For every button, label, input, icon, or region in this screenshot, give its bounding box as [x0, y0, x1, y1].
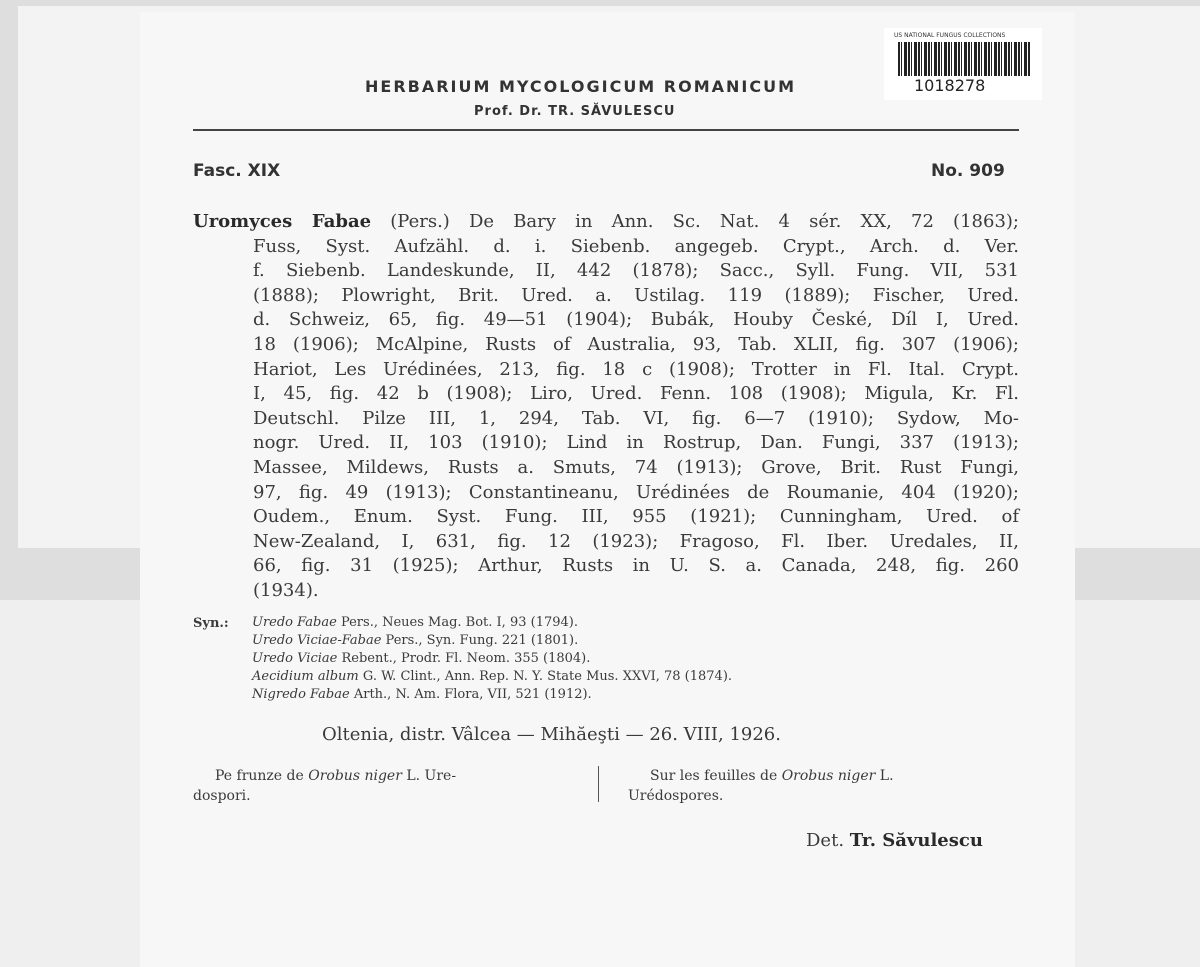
synonym-name: Nigredo Fabae: [252, 687, 350, 702]
synonym-citation: Rebent., Prodr. Fl. Neom. 355 (1804).: [341, 651, 591, 666]
herbarium-subtitle: Prof. Dr. TR. SĂVULESCU: [474, 104, 676, 119]
barcode-number: 1018278: [914, 76, 986, 95]
barcode-collection-text: US NATIONAL FUNGUS COLLECTIONS: [894, 32, 1006, 39]
synonym-citation: Pers., Neues Mag. Bot. I, 93 (1794).: [340, 615, 578, 630]
synonym-item: [252, 668, 732, 686]
synonyms-list: [252, 614, 732, 704]
entry-line: d. Schweiz, 65, fig. 49—51 (1904); Bubák, Houby České, Díl I, Ured.: [253, 309, 1019, 331]
entry-line: Hariot, Les Urédinées, 213, fig. 18 c (1908); Trotter in Fl. Ital. Crypt.: [253, 358, 1019, 380]
host-species: Orobus niger: [781, 768, 876, 784]
herbarium-title: HERBARIUM MYCOLOGICUM ROMANICUM: [365, 77, 797, 96]
collection-locality: Oltenia, distr. Vâlcea — Mihăeşti — 26. VIII, 1926.: [322, 724, 781, 745]
habitat-note-french: [628, 766, 1018, 806]
entry-line: New-Zealand, I, 631, fig. 12 (1923); Fragoso, Fl. Iber. Uredales, II,: [253, 530, 1019, 552]
habitat-note-line: Urédospores.: [628, 788, 724, 804]
habitat-note-line: [193, 766, 573, 786]
entry-line: 66, fig. 31 (1925); Arthur, Rusts in U. S. a. Canada, 248, fig. 260: [253, 555, 1019, 577]
taxon-entry: [193, 210, 1019, 604]
host-species: Orobus niger: [308, 768, 402, 784]
habitat-note-line: [628, 766, 1018, 786]
habitat-note-romanian: [193, 766, 573, 806]
synonym-citation: Pers., Syn. Fung. 221 (1801).: [385, 633, 579, 648]
entry-line: Deutschl. Pilze III, 1, 294, Tab. VI, fig. 6—7 (1910); Sydow, Mo-: [253, 407, 1019, 429]
note-divider: [598, 766, 599, 802]
barcode-bars: [898, 42, 1030, 76]
taxon-citation: (Pers.) De Bary in Ann. Sc. Nat. 4 sér. XX, 72 (1863);: [390, 211, 1019, 232]
note-text: L. Ure-: [406, 768, 457, 784]
synonym-name: Uredo Fabae: [252, 615, 337, 630]
determiner-name: Tr. Săvulescu: [849, 830, 983, 851]
synonym-name: Uredo Viciae-Fabae: [252, 633, 382, 648]
habitat-note-line: dospori.: [193, 788, 251, 804]
entry-line: f. Siebenb. Landeskunde, II, 442 (1878); Sacc., Syll. Fung. VII, 531: [253, 260, 1019, 282]
entry-line: (1934).: [253, 579, 319, 601]
synonyms-label: Syn.:: [193, 616, 229, 631]
synonym-citation: G. W. Clint., Ann. Rep. N. Y. State Mus. XXVI, 78 (1874).: [362, 669, 733, 684]
determiner-prefix: Det.: [806, 830, 845, 851]
entry-line: 18 (1906); McAlpine, Rusts of Australia, 93, Tab. XLII, fig. 307 (1906);: [253, 333, 1019, 355]
entry-line: Fuss, Syst. Aufzähl. d. i. Siebenb. angegeb. Crypt., Arch. d. Ver.: [253, 235, 1019, 257]
barcode-label: [884, 28, 1042, 100]
determiner: [806, 830, 983, 851]
synonym-citation: Arth., N. Am. Flora, VII, 521 (1912).: [353, 687, 592, 702]
synonym-item: [252, 632, 732, 650]
synonym-item: [252, 650, 732, 668]
synonym-name: Uredo Viciae: [252, 651, 338, 666]
synonym-item: [252, 686, 732, 704]
entry-line: 97, fig. 49 (1913); Constantineanu, Urédinées de Roumanie, 404 (1920);: [253, 481, 1019, 503]
entry-line: Oudem., Enum. Syst. Fung. III, 955 (1921); Cunningham, Ured. of: [253, 506, 1019, 528]
entry-line: nogr. Ured. II, 103 (1910); Lind in Rostrup, Dan. Fungi, 337 (1913);: [253, 432, 1019, 454]
specimen-number: No. 909: [931, 161, 1005, 181]
note-text: L.: [879, 768, 894, 784]
note-text: Sur les feuilles de: [650, 768, 778, 784]
entry-line: I, 45, fig. 42 b (1908); Liro, Ured. Fenn. 108 (1908); Migula, Kr. Fl.: [253, 383, 1019, 405]
note-text: Pe frunze de: [215, 768, 304, 784]
entry-line-1: [193, 210, 1019, 235]
entry-line: Massee, Mildews, Rusts a. Smuts, 74 (1913); Grove, Brit. Rust Fungi,: [253, 456, 1019, 478]
entry-line: (1888); Plowright, Brit. Ured. a. Ustilag. 119 (1889); Fischer, Ured.: [253, 284, 1019, 306]
taxon-name: Uromyces Fabae: [193, 211, 372, 232]
header-divider: [193, 129, 1019, 131]
synonym-name: Aecidium album: [252, 669, 359, 684]
synonym-item: [252, 614, 732, 632]
fascicle-number: Fasc. XIX: [193, 161, 281, 181]
